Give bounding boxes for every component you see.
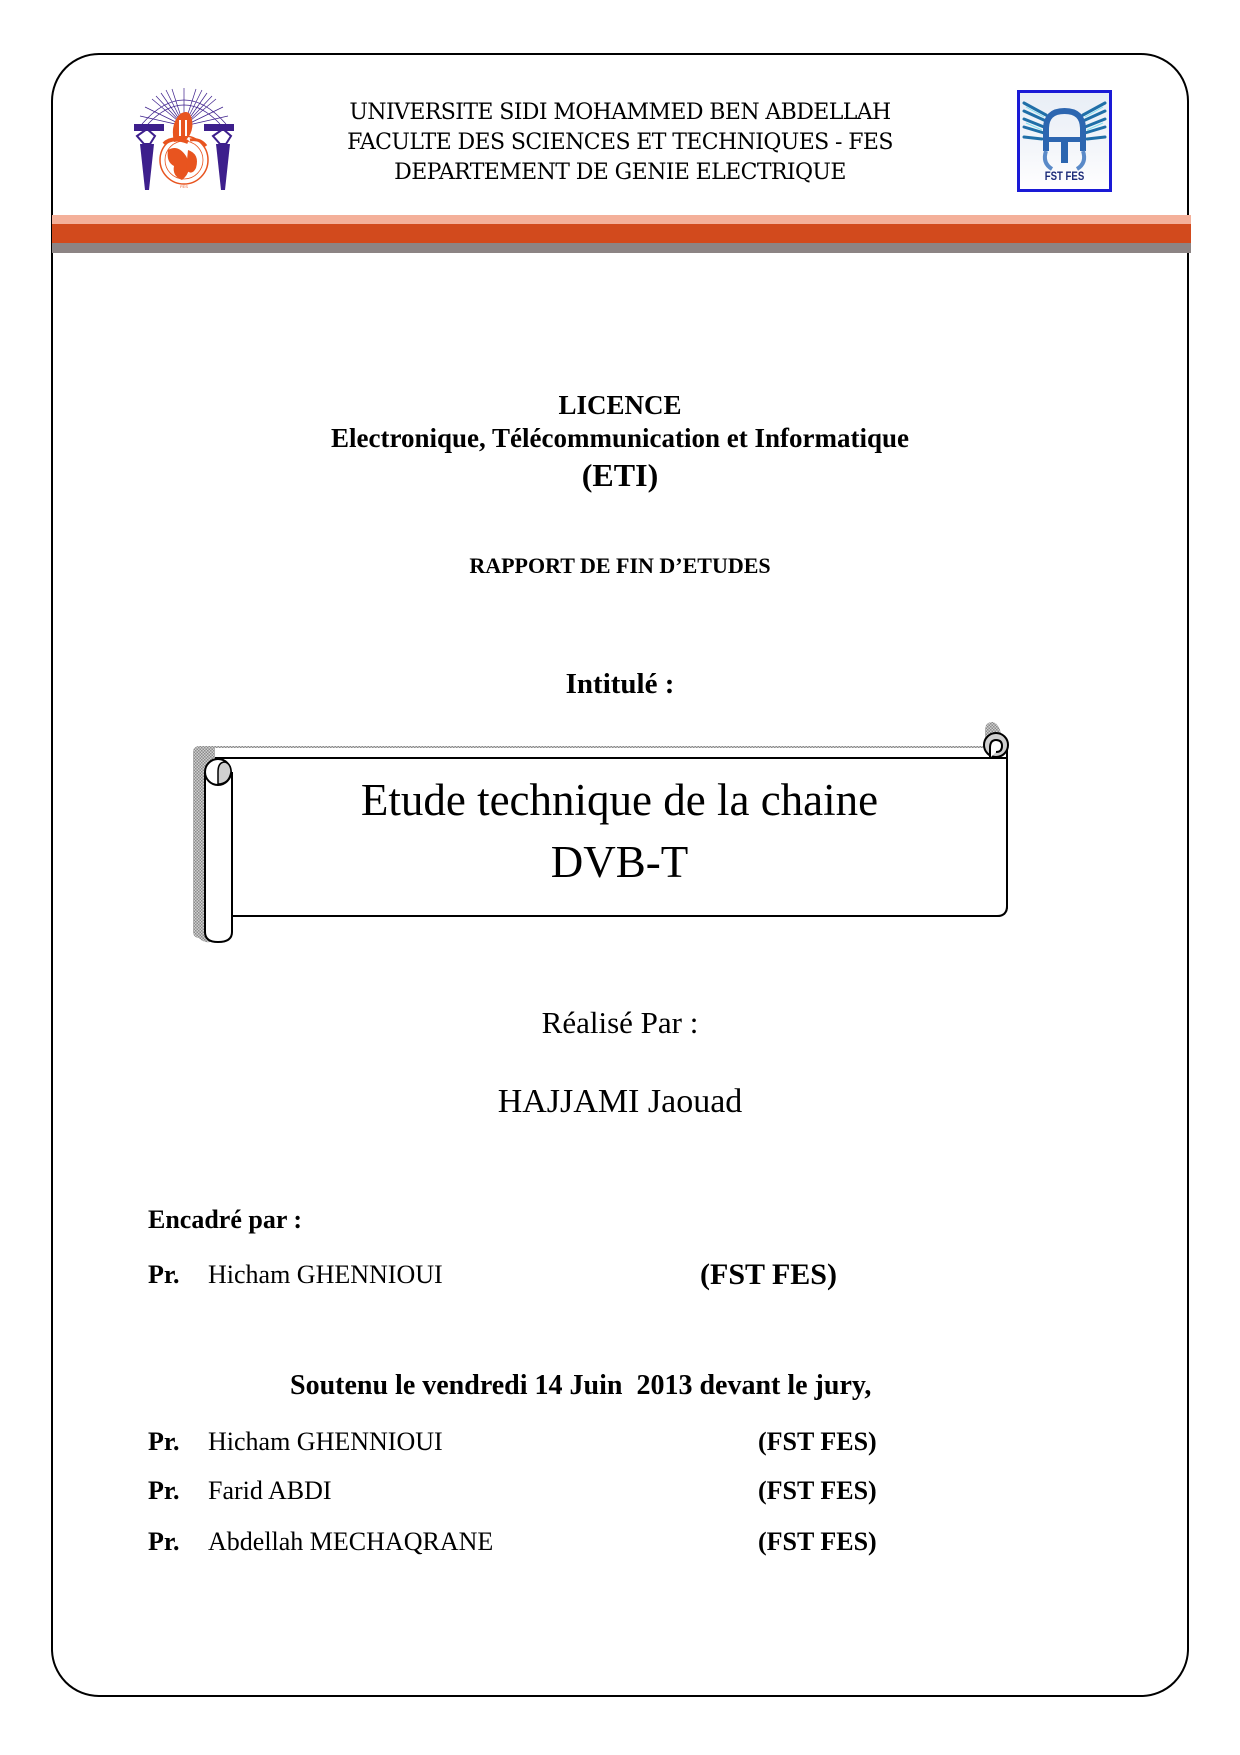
- fst-logo-label: FST FES: [1044, 169, 1085, 183]
- supervisor-row: [148, 1258, 837, 1291]
- department-name: DEPARTEMENT DE GENIE ELECTRIQUE: [394, 160, 846, 185]
- supervisor-title: Pr.: [148, 1260, 180, 1289]
- degree-acronym: (ETI): [581, 457, 659, 493]
- jury-title: Pr.: [148, 1476, 180, 1505]
- university-name: UNIVERSITE SIDI MOHAMMED BEN ABDELLAH: [349, 100, 891, 125]
- jury-name: Hicham GHENNIOUI: [208, 1427, 443, 1456]
- report-title: [232, 769, 1007, 893]
- jury-name: Abdellah MECHAQRANE: [208, 1527, 494, 1556]
- defense-statement: Soutenu le vendredi 14 Juin 2013 devant le jury,: [290, 1370, 872, 1401]
- header-band-light: [52, 215, 1191, 224]
- header-band-gray: [52, 243, 1191, 253]
- author-name: HAJJAMI Jaouad: [497, 1083, 743, 1120]
- jury-row: [148, 1427, 877, 1457]
- report-title-line-1: Etude technique de la chaine: [360, 775, 879, 825]
- supervisor-name: Hicham GHENNIOUI: [208, 1260, 443, 1289]
- header-band-main: [52, 224, 1191, 243]
- jury-institution: (FST FES): [758, 1527, 877, 1556]
- jury-name: Farid ABDI: [208, 1476, 332, 1505]
- svg-text:FES: FES: [180, 184, 188, 189]
- jury-title: Pr.: [148, 1527, 180, 1556]
- jury-institution: (FST FES): [758, 1427, 877, 1456]
- degree-programme: Electronique, Télécommunication et Informatique: [331, 423, 909, 453]
- author-label: Réalisé Par :: [541, 1005, 699, 1040]
- university-emblem-icon: [128, 84, 240, 192]
- jury-row: [148, 1527, 877, 1557]
- institution-header: [300, 98, 940, 188]
- jury-institution: (FST FES): [758, 1476, 877, 1505]
- supervisor-label: Encadré par :: [148, 1205, 303, 1234]
- degree-level: LICENCE: [558, 390, 682, 420]
- fst-fes-logo-icon: [1017, 90, 1112, 192]
- report-title-line-2: DVB-T: [550, 837, 689, 887]
- report-type: RAPPORT DE FIN D’ETUDES: [469, 553, 771, 578]
- supervisor-institution: (FST FES): [700, 1258, 837, 1291]
- title-label: Intitulé :: [565, 668, 675, 700]
- jury-row: [148, 1476, 877, 1506]
- faculty-name: FACULTE DES SCIENCES ET TECHNIQUES - FES: [347, 130, 893, 155]
- jury-title: Pr.: [148, 1427, 180, 1456]
